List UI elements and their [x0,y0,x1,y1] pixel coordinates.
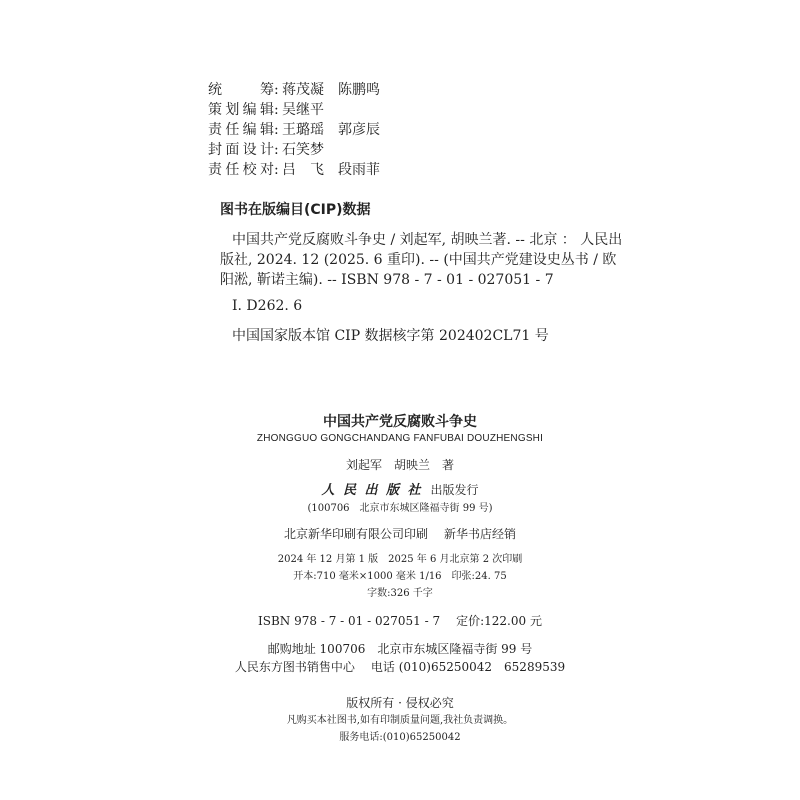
credits-block [208,80,394,180]
authors-line [200,456,600,474]
isbn: ISBN 978 - 7 - 01 - 027051 - 7 [258,614,441,628]
credit-row: 统筹 : 蒋茂凝 陈鹏鸣 [208,80,394,100]
credit-label: 统筹 [208,82,274,98]
printing-line [200,525,600,543]
printer: 北京新华印刷有限公司印刷 [283,527,428,541]
author-name: 胡映兰 [393,458,430,472]
credit-row: 责任编辑 : 王璐瑶 郭彦辰 [208,120,394,140]
postal-address: 邮购地址 100706 北京市东城区隆福寺街 99 号 [267,642,533,656]
credit-label: 责任校对 [208,162,274,178]
cip-heading: 图书在版编目(CIP)数据 [220,202,371,218]
credit-names [282,80,394,100]
author-role: 著 [442,458,455,472]
credit-row: 责任校对 : 吕 飞 段雨菲 [208,160,394,180]
credit-row: 封面设计 : 石笑梦 [208,140,394,160]
cip-record: 中国共产党反腐败斗争史 / 刘起军, 胡映兰著. -- 北京 ： 人民出版社, 2024. 12 (2025. 6 重印). -- (中国共产党建设史丛书 / 欧阳淞, 靳诺主编). -- ISBN 978 - 7 - 01 - 027051 - 7 [220,232,623,288]
publisher-role: 出版发行 [430,483,479,497]
sales-center: 人民东方图书销售中心 [234,660,355,674]
quality-notice: 凡购买本社图书,如有印制质量问题,我社负责调换。 [286,715,514,726]
book-title: 中国共产党反腐败斗争史 [323,414,477,430]
credit-names [282,160,394,180]
credit-name: 吴继平 [282,102,324,118]
rights-statement: 版权所有 · 侵权必究 [346,696,454,710]
credit-name: 石笑梦 [282,142,324,158]
credit-name: 蒋茂凝 [282,82,324,98]
credit-names [282,140,338,160]
sales-phone: 电话 (010)65250042 65289539 [370,660,566,674]
colophon-block [200,413,600,746]
publisher-logo: 人 民 出 版 社 [321,483,423,498]
credit-label: 封面设计 [208,142,274,158]
sales-line [200,658,600,676]
credit-name: 段雨菲 [338,162,380,178]
word-count: 字数:326 千字 [367,588,433,599]
publisher-address: (100706 北京市东城区隆福寺街 99 号) [307,503,493,514]
isbn-price-line [200,612,600,630]
cip-block [208,200,628,346]
credit-label: 策划编辑 [208,102,274,118]
edition-line: 2024 年 12 月第 1 版 2025 年 6 月北京第 2 次印刷 [277,554,523,565]
format-line: 开本:710 毫米×1000 毫米 1/16 印张:24. 75 [293,571,507,582]
author-name: 刘起军 [345,458,382,472]
book-pinyin: ZHONGGUO GONGCHANDANG FANFUBAI DOUZHENGSHI [256,433,544,444]
credit-name: 郭彦辰 [338,122,380,138]
credit-names [282,120,394,140]
credit-label: 责任编辑 [208,122,274,138]
publisher-line [200,481,600,500]
credit-name: 王璐瑶 [282,122,324,138]
cip-classification: Ⅰ. D262. 6 [232,298,303,314]
credit-names [282,100,338,120]
price: 定价:122.00 元 [456,614,542,628]
service-phone: 服务电话:(010)65250042 [339,732,461,743]
distributor: 新华书店经销 [444,527,517,541]
credit-name: 吕 飞 [282,162,324,178]
credit-row: 策划编辑 : 吴继平 [208,100,394,120]
cip-verification: 中国国家版本馆 CIP 数据核字第 202402CL71 号 [232,328,549,344]
credit-name: 陈鹏鸣 [338,82,380,98]
